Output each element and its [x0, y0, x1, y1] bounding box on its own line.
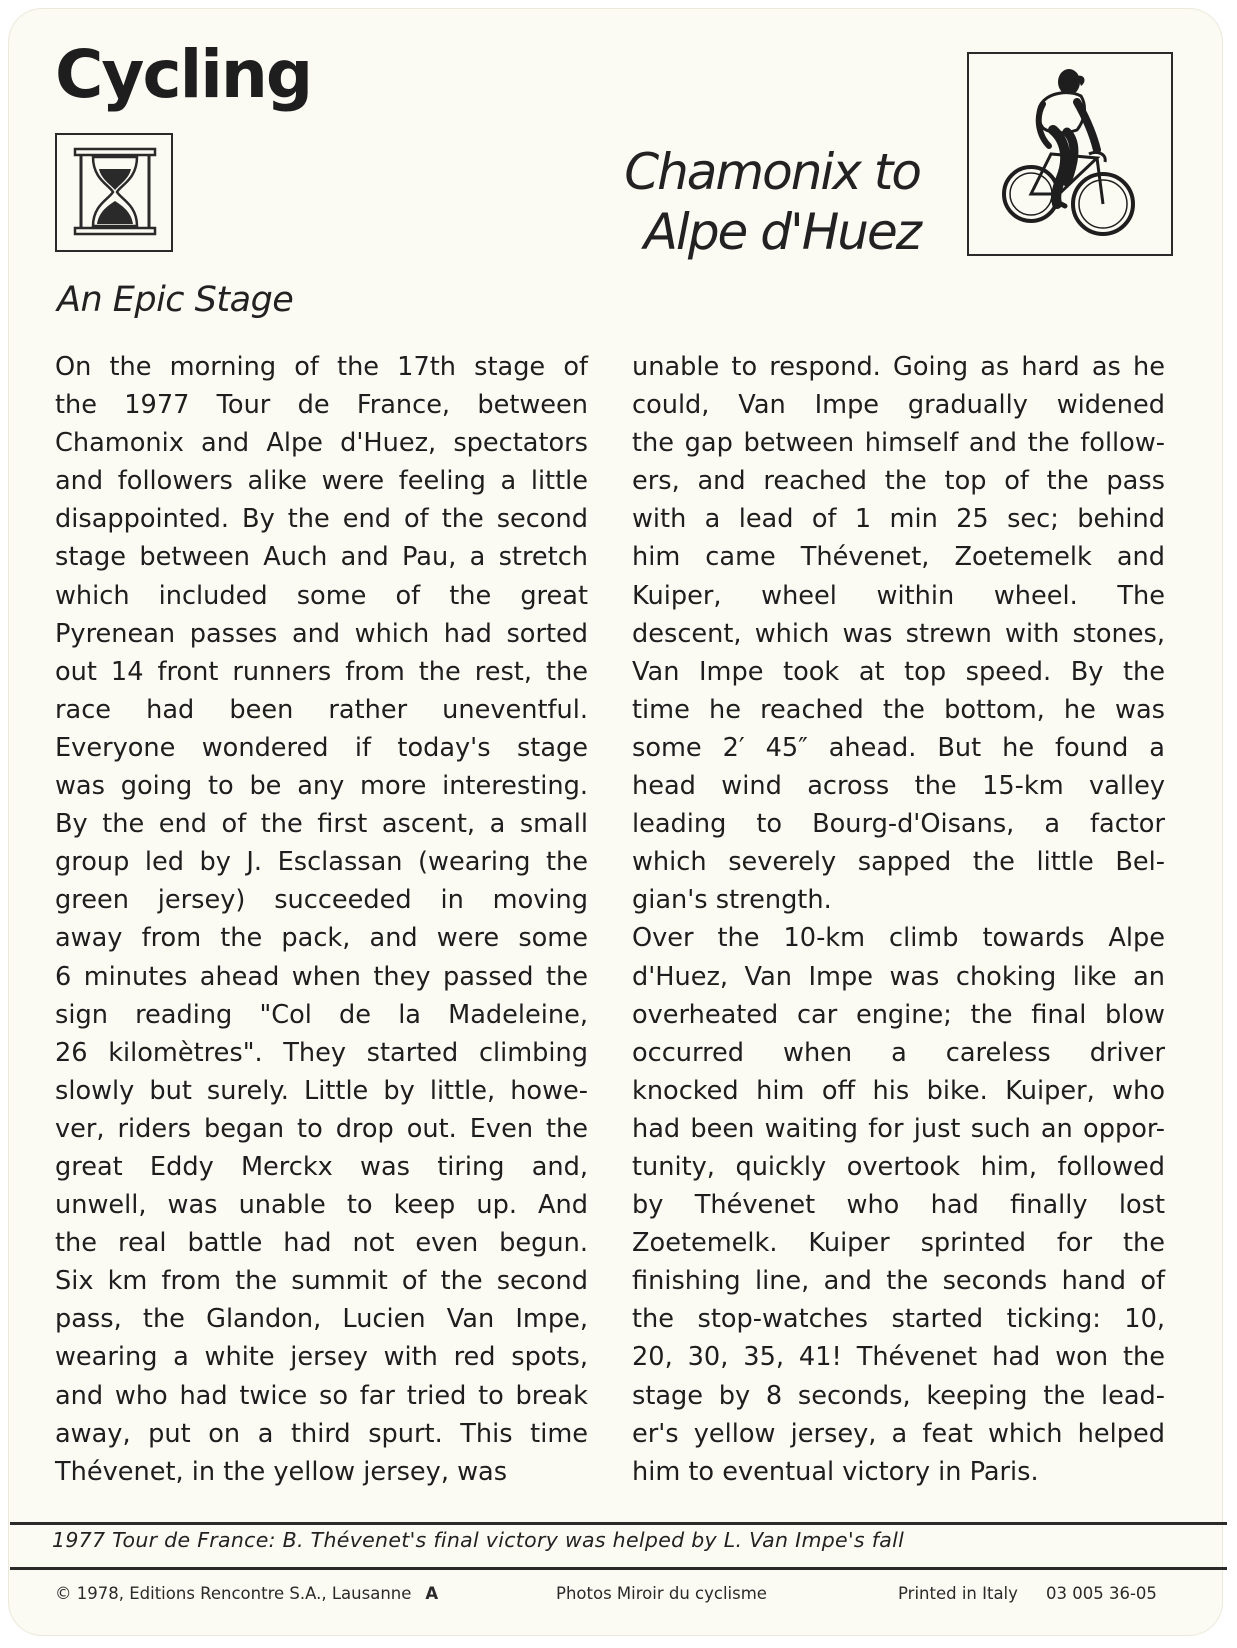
hourglass-icon — [57, 135, 171, 250]
text-line: and followers alike were feeling a little — [55, 466, 588, 497]
text-line: Six km from the summit of the second — [55, 1266, 588, 1297]
text-line: occurred when a careless driver — [632, 1037, 1165, 1068]
text-line: which severely sapped the little Bel- — [632, 847, 1165, 878]
text-line: him came Thévenet, Zoetemelk and — [632, 542, 1165, 573]
text-line: pass, the Glandon, Lucien Van Impe, — [55, 1304, 588, 1335]
text-line: out 14 front runners from the rest, the — [55, 656, 588, 687]
text-line: er's yellow jersey, a feat which helped — [632, 1418, 1165, 1449]
text-line: 6 minutes ahead when they passed the — [55, 961, 588, 992]
text-line: the real battle had not even begun. — [55, 1228, 588, 1259]
text-line: disappointed. By the end of the second — [55, 504, 588, 535]
text-line: the stop-watches started ticking: 10, — [632, 1304, 1165, 1335]
text-line: descent, which was strewn with stones, — [632, 618, 1165, 649]
text-line: was going to be any more interesting. — [55, 771, 588, 802]
text-line: race had been rather uneventful. — [55, 694, 588, 725]
text-line: wearing a white jersey with red spots, — [55, 1342, 588, 1373]
copyright-text: © 1978, Editions Rencontre S.A., Lausanne — [55, 1584, 412, 1603]
text-line: By the end of the first ascent, a small — [55, 809, 588, 840]
text-line: ver, riders began to drop out. Even the — [55, 1113, 588, 1144]
text-line: group led by J. Esclassan (wearing the — [55, 847, 588, 878]
text-line: the gap between himself and the follow- — [632, 428, 1165, 459]
text-line: Zoetemelk. Kuiper sprinted for the — [632, 1228, 1165, 1259]
card-title-line-2: Alpe d'Huez — [643, 203, 920, 261]
text-line: Van Impe took at top speed. By the — [632, 656, 1165, 687]
photo-caption: 1977 Tour de France: B. Thévenet's final victory was helped by L. Van Impe's fall — [52, 1528, 905, 1552]
text-line: had been waiting for just such an oppor- — [632, 1113, 1165, 1144]
text-line: stage between Auch and Pau, a stretch — [55, 542, 588, 573]
article-column-right — [632, 348, 1165, 1491]
text-line: On the morning of the 17th stage of — [55, 352, 588, 382]
text-line: ers, and reached the top of the pass — [632, 466, 1165, 497]
footer-printed: Printed in Italy — [898, 1584, 1018, 1603]
text-line: away, put on a third spurt. This time — [55, 1418, 588, 1449]
card-title — [560, 142, 920, 262]
text-line: stage by 8 seconds, keeping the lead- — [632, 1380, 1165, 1411]
text-line: away from the pack, and were some — [55, 923, 588, 954]
text-line: and who had twice so far tried to break — [55, 1380, 588, 1411]
text-line: Over the 10-km climb towards Alpe — [632, 923, 1165, 954]
text-line: Chamonix and Alpe d'Huez, spectators — [55, 428, 588, 459]
text-line: Everyone wondered if today's stage — [55, 732, 588, 763]
text-line: some 2′ 45″ ahead. But he found a — [632, 732, 1165, 763]
footer-card-code: 03 005 36-05 — [1046, 1584, 1157, 1603]
text-line: knocked him off his bike. Kuiper, who — [632, 1075, 1165, 1106]
category-badge — [55, 133, 173, 252]
text-line: head wind across the 15-km valley — [632, 771, 1165, 802]
caption-rule-bottom — [10, 1567, 1227, 1570]
text-line: 26 kilomètres". They started climbing — [55, 1037, 588, 1068]
text-line: by Thévenet who had finally lost — [632, 1190, 1165, 1221]
series-letter: A — [425, 1584, 439, 1603]
cyclist-icon — [969, 54, 1171, 254]
text-line: slowly but surely. Little by little, howe- — [55, 1075, 588, 1106]
text-line: Thévenet, in the yellow jersey, was — [55, 1456, 508, 1487]
text-line: d'Huez, Van Impe was choking like an — [632, 961, 1165, 992]
text-line: time he reached the bottom, he was — [632, 694, 1165, 725]
caption-rule-top — [10, 1522, 1227, 1525]
text-line: Kuiper, wheel within wheel. The — [632, 580, 1165, 611]
text-line: Pyrenean passes and which had sorted — [55, 618, 588, 649]
text-line: which included some of the great — [55, 580, 588, 611]
sport-title: Cycling — [55, 36, 312, 113]
text-line: sign reading "Col de la Madeleine, — [55, 999, 588, 1030]
card-title-line-1: Chamonix to — [624, 143, 920, 201]
text-line: 20, 30, 35, 41! Thévenet had won the — [632, 1342, 1165, 1373]
text-line: unable to respond. Going as hard as he — [632, 352, 1165, 382]
text-line: great Eddy Merckx was tiring and, — [55, 1151, 588, 1182]
text-line: unwell, was unable to keep up. And — [55, 1190, 588, 1221]
text-line: overheated car engine; the final blow — [632, 999, 1165, 1030]
text-line: finishing line, and the seconds hand of — [632, 1266, 1165, 1297]
text-line: with a lead of 1 min 25 sec; behind — [632, 504, 1165, 535]
cyclist-photo — [967, 52, 1173, 256]
text-line: green jersey) succeeded in moving — [55, 885, 588, 916]
text-line: gian's strength. — [632, 885, 832, 916]
footer-photo-credit: Photos Miroir du cyclisme — [556, 1584, 767, 1603]
text-line: him to eventual victory in Paris. — [632, 1456, 1039, 1487]
article-subtitle: An Epic Stage — [57, 280, 294, 320]
text-line: leading to Bourg-d'Oisans, a factor — [632, 809, 1165, 840]
footer-copyright — [55, 1584, 438, 1603]
text-line: the 1977 Tour de France, between — [55, 390, 588, 421]
text-line: could, Van Impe gradually widened — [632, 390, 1165, 421]
article-column-left — [55, 348, 588, 1491]
text-line: tunity, quickly overtook him, followed — [632, 1151, 1165, 1182]
